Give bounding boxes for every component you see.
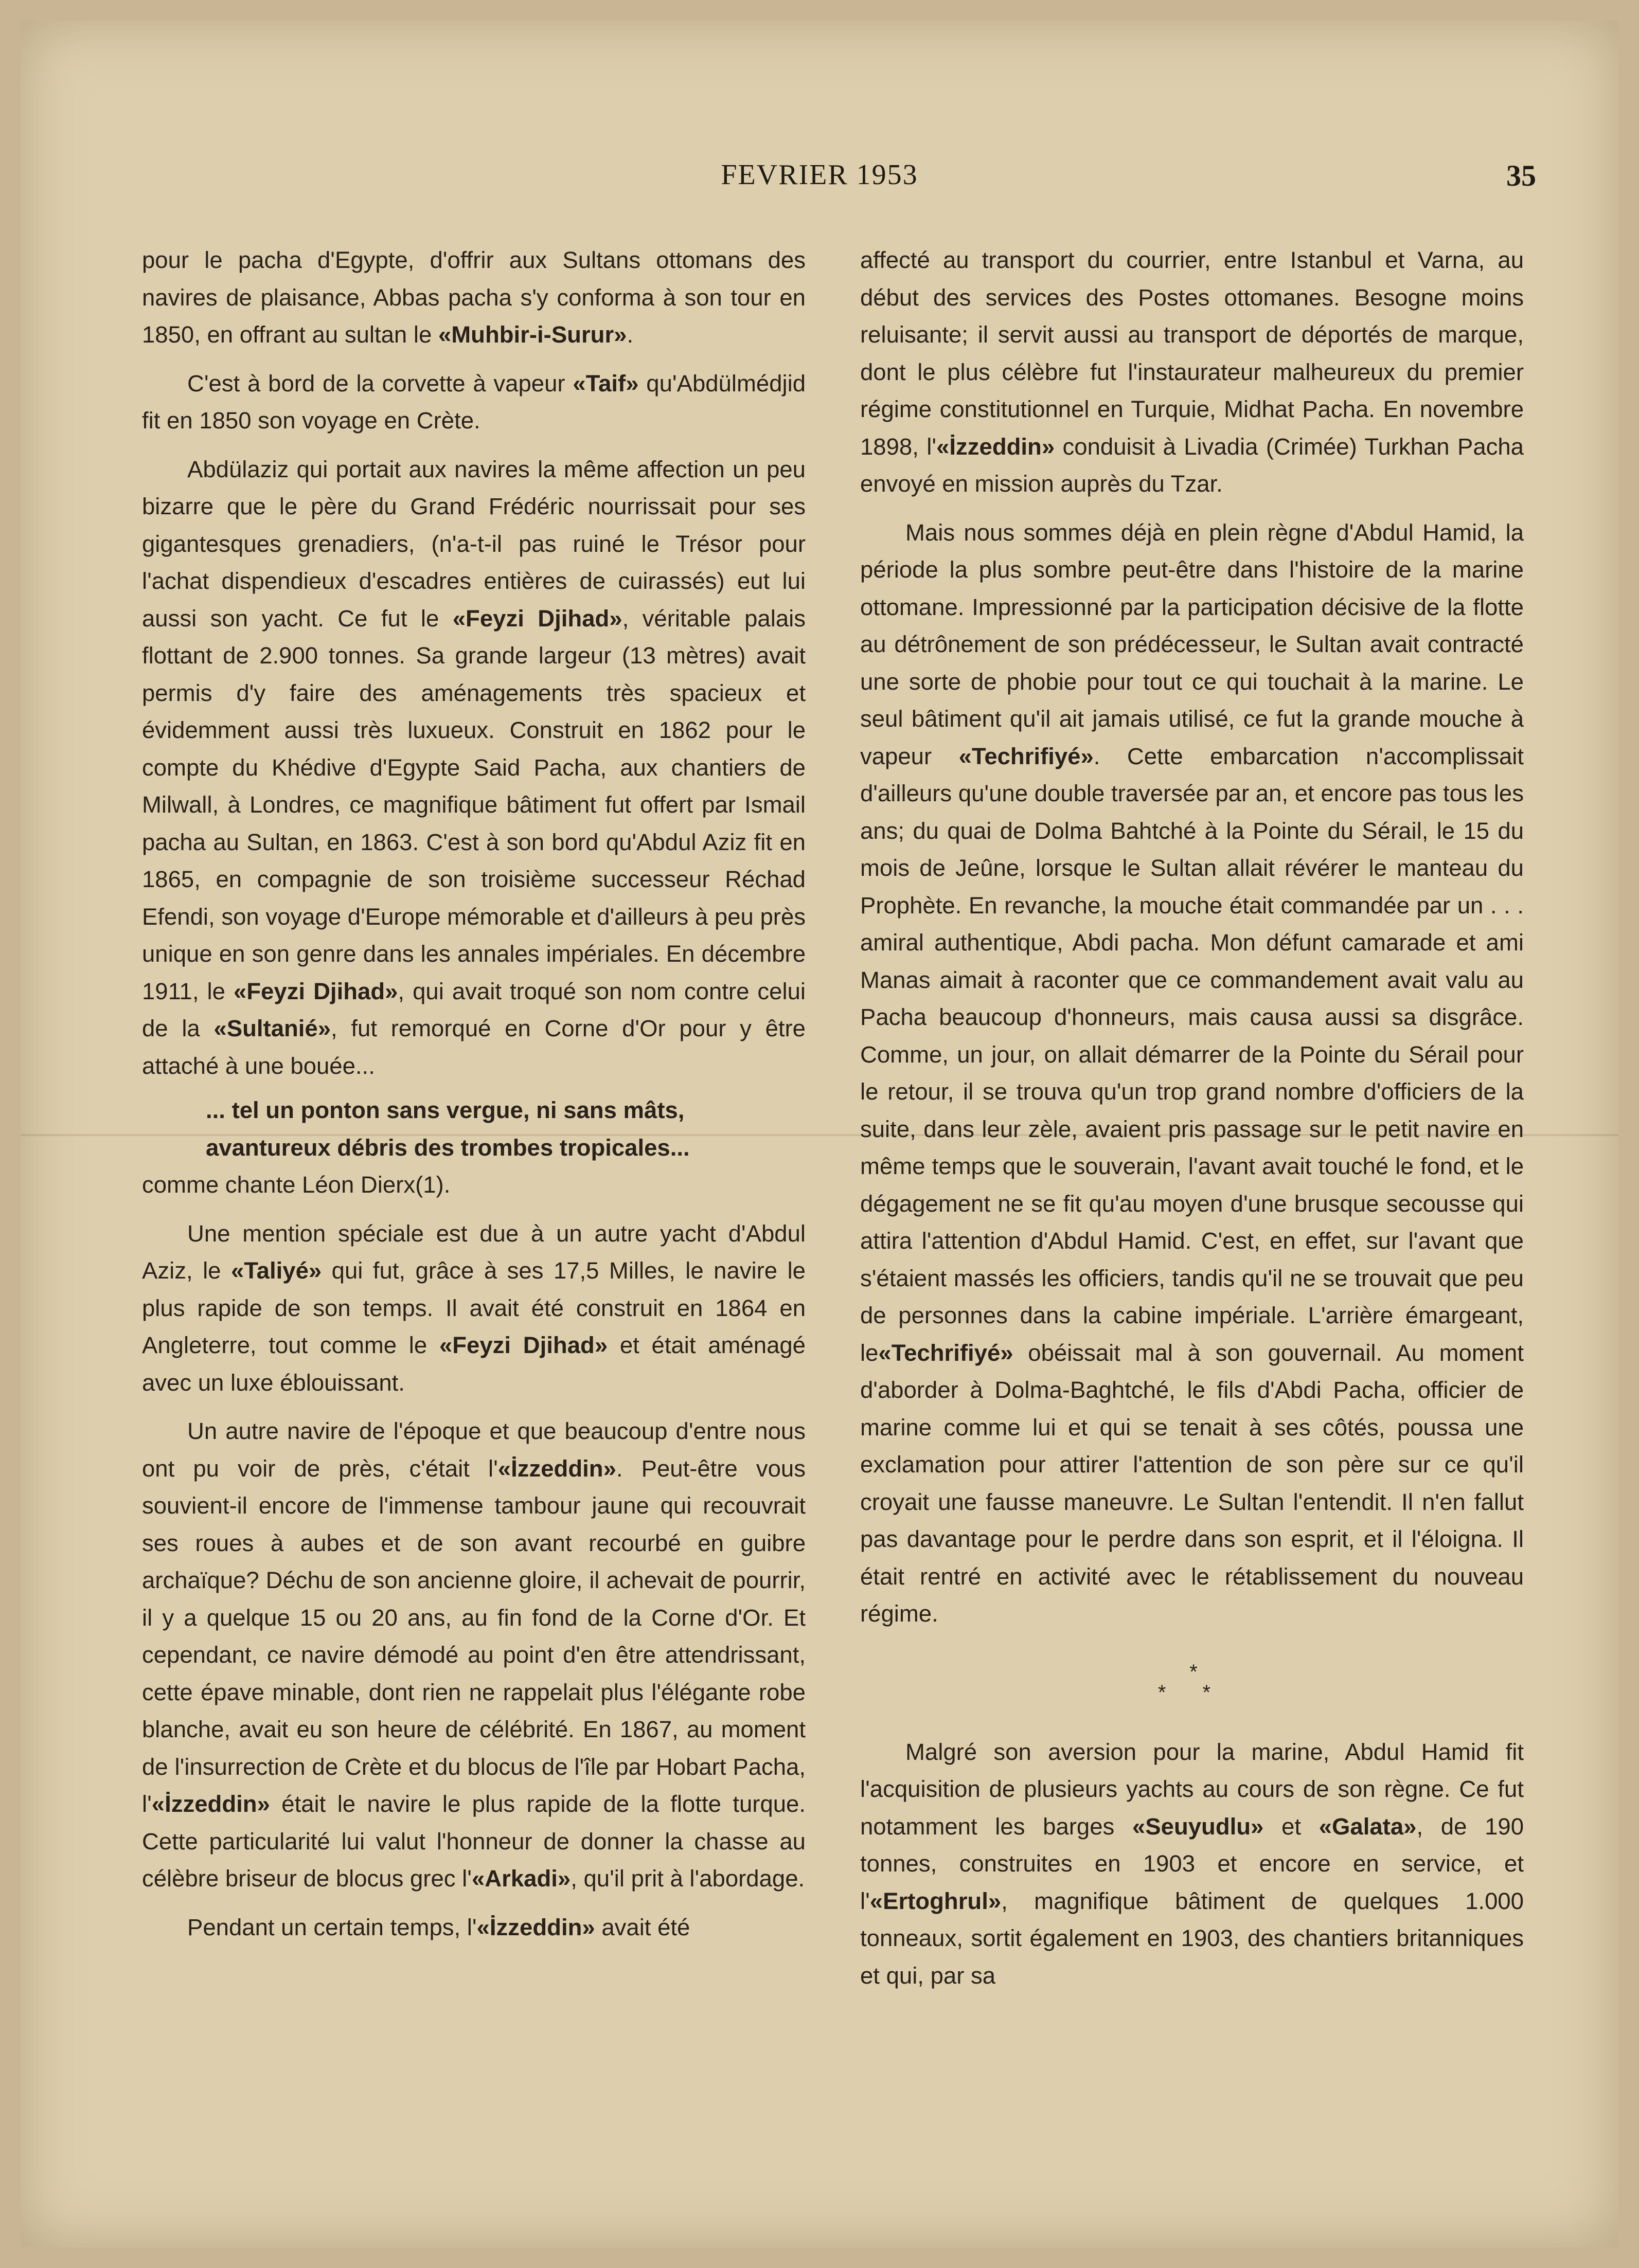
page-header <box>21 158 1618 200</box>
separator-stars: * * <box>1157 1681 1226 1704</box>
paragraph: affecté au transport du courrier, entre Istanbul et Varna, au début des services des Postes ottomanes. Besogne moins reluisante; il servit aussi au transport de déportés de marque, dont le plus célèbre fut l'instaurateur malheureux du premier régime constitutionnel en Turquie, Midhat Pacha. En novembre 1898, l'«İzzeddin» conduisit à Livadia (Crimée) Turkhan Pacha envoyé en mission auprès du Tzar. <box>860 247 1524 497</box>
ship-name: «İzzeddin» <box>497 1455 616 1482</box>
right-column <box>860 242 1524 2175</box>
ship-name: «Feyzi Djihad» <box>452 605 622 632</box>
page-number: 35 <box>1506 159 1536 192</box>
verse-quote <box>142 1092 806 1166</box>
document-page <box>21 21 1618 2247</box>
ship-name: «Taliyé» <box>230 1257 322 1284</box>
paragraph: C'est à bord de la corvette à vapeur «Taif» qu'Abdülmédjid fit en 1850 son voyage en Crète. <box>142 370 806 434</box>
paragraph: pour le pacha d'Egypte, d'offrir aux Sultans ottomans des navires de plaisance, Abbas pacha s'y conforma à son tour en 1850, en offrant au sultan le «Muhbir-i-Surur». <box>142 247 806 348</box>
quote-attribution: comme chante Léon Dierx(1). <box>142 1172 451 1198</box>
paragraph: Une mention spéciale est due à un autre yacht d'Abdul Aziz, le «Taliyé» qui fut, grâce à ses 17,5 Milles, le navire le plus rapide de son temps. Il avait été construit en 1864 en Angleterre, tout comme le «Feyzi Djihad» et était aménagé avec un luxe éblouissant. <box>142 1220 806 1396</box>
issue-date-title: FEVRIER 1953 <box>721 159 918 191</box>
ship-name: «İzzeddin» <box>936 433 1055 460</box>
left-column <box>142 242 806 2175</box>
ship-name: «Techrifiyé» <box>958 743 1094 769</box>
ship-name: «Seuyudlu» <box>1132 1813 1264 1840</box>
paragraph: Pendant un certain temps, l'«İzzeddin» avait été <box>187 1914 690 1940</box>
ship-name: «Techrifiyé» <box>878 1339 1013 1366</box>
verse-line: avantureux débris des trombes tropicales... <box>206 1134 690 1161</box>
ship-name: «Ertoghrul» <box>869 1887 1002 1914</box>
paragraph: Abdülaziz qui portait aux navires la même affection un peu bizarre que le père du Grand Frédéric nourrissait pour ses gigantesques grenadiers, (n'a-t-il pas ruiné le Trésor pour l'achat dispendieux d'escadres entières de cuirassés) eut lui aussi son yacht. Ce fut le «Feyzi Djihad», véritable palais flottant de 2.900 tonnes. Sa grande largeur (13 mètres) avait permis d'y faire des aménagements très spacieux et évidemment aussi très luxueux. Construit en 1862 pour le compte du Khédive d'Egypte Said Pacha, aux chantiers de Milwall, à Londres, ce magnifique bâtiment fut offert par Ismail pacha au Sultan, en 1863. C'est à son bord qu'Abdul Aziz fit en 1865, en compagnie de son troisième successeur Réchad Efendi, son voyage d'Europe mémorable et d'ailleurs à peu près unique en son genre dans les annales impériales. En décembre 1911, le «Feyzi Djihad», qui avait troqué son nom contre celui de la «Sultanié», fut remorqué en Corne d'Or pour y être attaché à une bouée... <box>142 456 806 1079</box>
ship-name: «Arkadi» <box>471 1865 571 1892</box>
separator-star: * <box>1189 1660 1198 1683</box>
ship-name: «İzzeddin» <box>476 1914 595 1940</box>
ship-name: «Feyzi Djihad» <box>233 978 398 1004</box>
paragraph: Mais nous sommes déjà en plein règne d'Abdul Hamid, la période la plus sombre peut-être dans l'histoire de la marine ottomane. Impressionné par la participation décisive de la flotte au détrônement de son prédécesseur, le Sultan avait contracté une sorte de phobie pour tout ce qui touchait à la marine. Le seul bâtiment qu'il ait jamais utilisé, ce fut la grande mouche à vapeur «Techrifiyé». Cette embarcation n'accomplissait d'ailleurs qu'une double traversée par an, et encore pas tous les ans; du quai de Dolma Bahtché à la Pointe du Sérail, le 15 du mois de Jeûne, lorsque le Sultan allait révérer le manteau du Prophète. En revanche, la mouche était commandée par un . . . amiral authentique, Abdi pacha. Mon défunt camarade et ami Manas aimait à raconter que ce commandement avait valu au Pacha beaucoup d'honneurs, mais causa aussi sa disgrâce. Comme, un jour, on allait démarrer de la Pointe du Sérail pour le retour, il se trouva qu'un trop grand nombre d'officiers de la suite, dans leur zèle, avaient pris passage sur le petit navire en même temps que le souverain, l'avant avait touché le fond, et le dégagement ne se fit qu'au moyen d'une brusque secousse qui attira l'attention d'Abdul Hamid. C'est, en effet, sur l'avant que s'étaient massés les officiers, tandis qu'il ne se trouvait que peu de personnes dans la cabine impériale. L'arrière émargeant, le«Techrifiyé» obéissait mal à son gouvernail. Au moment d'aborder à Dolma-Baghtché, le fils d'Abdi Pacha, officier de marine comme lui et qui se tenait à ses côtés, poussa une exclamation pour attirer l'attention de son père sur ce qu'il croyait une fausse maneuvre. Le Sultan l'entendit. Il n'en fallut pas davantage pour le perdre dans son esprit, et il l'éloigna. Il était rentré en activité avec le rétablissement du nouveau régime. <box>860 519 1524 1627</box>
verse-line: ... tel un ponton sans vergue, ni sans mâts, <box>206 1097 685 1123</box>
ship-name: «Taif» <box>573 370 639 397</box>
paragraph: Un autre navire de l'époque et que beaucoup d'entre nous ont pu voir de près, c'était l'«İzzeddin». Peut-être vous souvient-il encore de l'immense tambour jaune qui recouvrait ses roues à aubes et de son avant recourbé en guibre archaïque? Déchu de son ancienne gloire, il achevait de pourrir, il y a quelque 15 ou 20 ans, au fin fond de la Corne d'Or. Et cependant, ce navire démodé au point d'en être attendrissant, cette épave minable, dont rien ne rappelait plus l'élégante robe blanche, avait eu son heure de célébrité. En 1867, au moment de l'insurrection de Crète et du blocus de l'île par Hobart Pacha, l'«İzzeddin» était le navire le plus rapide de la flotte turque. Cette particularité lui valut l'honneur de donner la chasse au célèbre briseur de blocus grec l'«Arkadi», qu'il prit à l'abordage. <box>142 1418 806 1892</box>
ship-name: «Galata» <box>1319 1813 1417 1840</box>
ship-name: «Muhbir-i-Surur» <box>438 321 627 348</box>
ship-name: «Feyzi Djihad» <box>439 1332 608 1358</box>
paragraph: Malgré son aversion pour la marine, Abdul Hamid fit l'acquisition de plusieurs yachts au cours de son règne. Ce fut notamment les barges «Seuyudlu» et «Galata», de 190 tonnes, construites en 1903 et encore en service, et l'«Ertoghrul», magnifique bâtiment de quelques 1.000 tonneaux, sortit également en 1903, des chantiers britanniques et qui, par sa <box>860 1738 1524 1989</box>
section-separator <box>860 1662 1524 1703</box>
ship-name: «İzzeddin» <box>151 1791 270 1817</box>
ship-name: «Sultanié» <box>213 1015 331 1041</box>
